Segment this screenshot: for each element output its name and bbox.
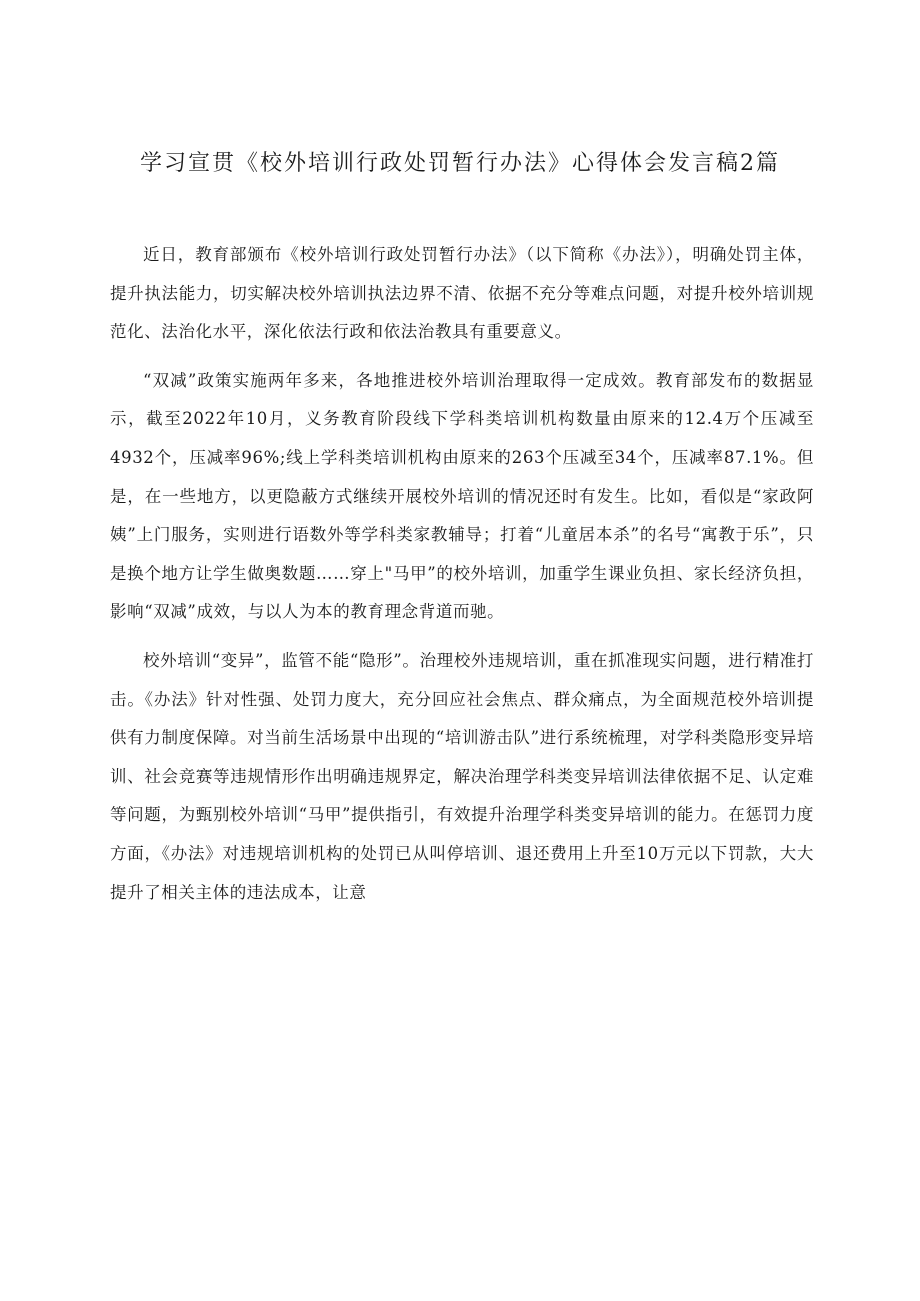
document-body <box>110 236 814 922</box>
document-title: 学习宣贯《校外培训行政处罚暂行办法》心得体会发言稿2篇 <box>140 151 780 176</box>
paragraph-1: 近日，教育部颁布《校外培训行政处罚暂行办法》（以下简称《办法》），明确处罚主体，提升执法能力，切实解决校外培训执法边界不清、依据不充分等难点问题，对提升校外培训规范化、法治化水平，深化依法行政和依法治教具有重要意义。 <box>110 245 814 342</box>
paragraph-2: “双减”政策实施两年多来，各地推进校外培训治理取得一定成效。教育部发布的数据显示，截至2022年10月，义务教育阶段线下学科类培训机构数量由原来的12.4万个压减至4932个，压减率96%;线上学科类培训机构由原来的263个压减至34个，压减率87.1%。但是，在一些地方，以更隐蔽方式继续开展校外培训的情况还时有发生。比如，看似是“家政阿姨”上门服务，实则进行语数外等学科类家教辅导；打着“儿童居本杀”的名号“寓教于乐”，只是换个地方让学生做奥数题……穿上"马甲”的校外培训，加重学生课业负担、家长经济负担，影响“双减”成效，与以人为本的教育理念背道而驰。 <box>110 370 814 622</box>
paragraph-3: 校外培训“变异”，监管不能“隐形”。治理校外违规培训，重在抓准现实问题，进行精准打击。《办法》针对性强、处罚力度大，充分回应社会焦点、群众痛点，为全面规范校外培训提供有力制度保障。对当前生活场景中出现的“培训游击队”进行系统梳理，对学科类隐形变异培训、社会竞赛等违规情形作出明确违规界定，解决治理学科类变异培训法律依据不足、认定难等问题，为甄别校外培训“马甲”提供指引，有效提升治理学科类变异培训的能力。在惩罚力度方面，《办法》对违规培训机构的处罚已从叫停培训、退还费用上升至10万元以下罚款，大大提升了相关主体的违法成本，让意 <box>110 650 814 902</box>
